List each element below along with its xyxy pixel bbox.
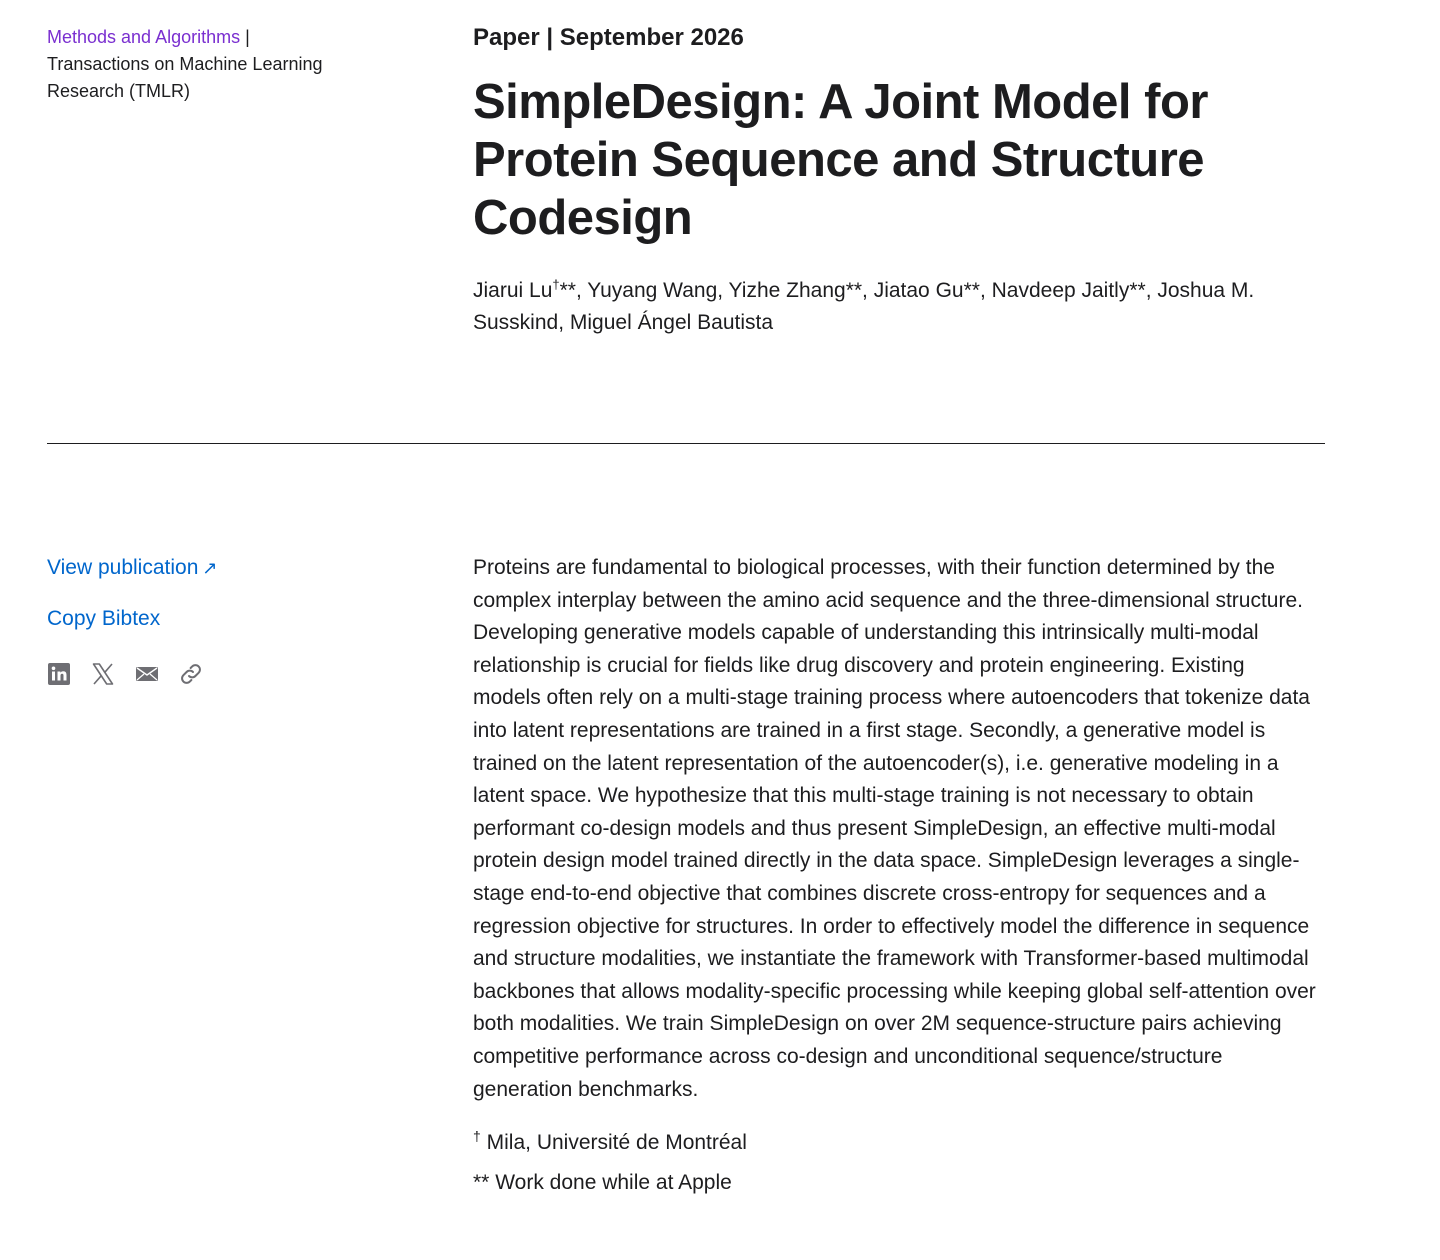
link-icon[interactable] [179,662,203,686]
category-link[interactable]: Methods and Algorithms [47,27,241,47]
paper-header [473,22,1328,339]
copy-bibtex-link[interactable]: Copy Bibtex [47,607,161,630]
author: Jiarui Lu†**, [473,277,588,302]
author: Jiatao Gu**, [873,279,992,302]
abstract-text: Proteins are fundamental to biological processes, with their function determined by the complex interplay between the amino acid sequence and the three-dimensional structure. Developing generative models capable of understanding this intrinsically multi-modal relationship is crucial for fields like drug discovery and protein engineering. Existing models often rely on a multi-stage training process where autoencoders that tokenize data into latent representations are trained in a first stage. Secondly, a generative model is trained on the latent representation of the autoencoder(s), i.e. generative modeling in a latent space. We hypothesize that this multi-stage training is not necessary to obtain performant co-design models and thus present SimpleDesign, an effective multi-modal protein design model trained directly in the data space. SimpleDesign leverages a single-stage end-to-end objective that combines discrete cross-entropy for sequences and a regression objective for structures. In order to effectively model the difference in sequence and structure modalities, we instantiate the framework with Transformer-based multimodal backbones that allows modality-specific processing while keeping global self-attention over both modalities. We train SimpleDesign on over 2M sequence-structure pairs achieving competitive performance across co-design and unconditional sequence/structure generation benchmarks. [473,556,1316,1101]
author: Navdeep Jaitly**, [991,279,1158,302]
author-list [473,269,1318,339]
abstract-section [473,552,1328,1199]
section-divider [47,443,1325,444]
author: Miguel Ángel Bautista [569,311,774,334]
author: Yuyang Wang, [587,279,729,302]
footnote: † Mila, Université de Montréal [473,1128,747,1155]
view-publication-link[interactable]: View publication ↗ [47,556,218,579]
author: Yizhe Zhang**, [728,279,874,302]
footnote: ** Work done while at Apple [473,1171,732,1195]
mail-icon[interactable] [135,662,159,686]
paper-eyebrow: Paper | September 2026 [473,24,744,51]
linkedin-icon[interactable] [47,662,71,686]
share-toolbar [47,662,377,686]
x-icon[interactable] [91,662,115,686]
category-separator: | [245,27,250,47]
actions-panel [47,552,377,686]
page-title: SimpleDesign: A Joint Model for Protein Sequence and Structure Codesign [473,75,1208,245]
venue-label: Transactions on Machine Learning Research (TMLR) [47,54,323,101]
author: Joshua M. Susskind, [473,279,1255,334]
category-block [47,24,377,105]
external-arrow-icon: ↗ [202,558,218,578]
